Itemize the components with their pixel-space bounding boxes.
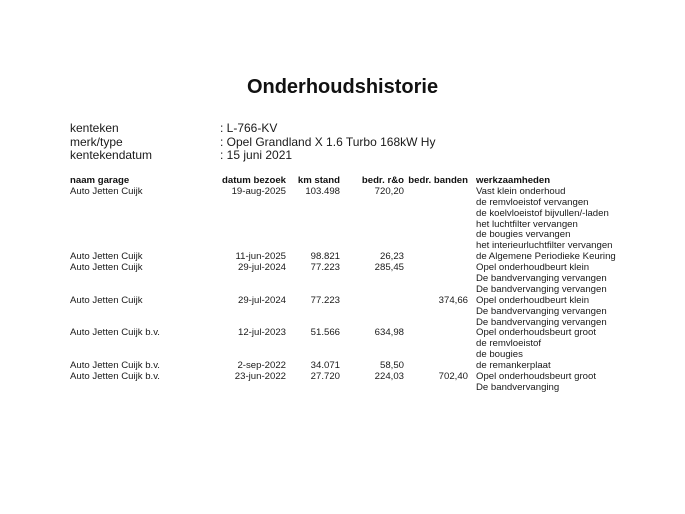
header-werk: werkzaamheden — [476, 175, 551, 186]
cell-werk: Opel onderhoudsbeurt groot — [476, 327, 597, 339]
cell-werk: Opel onderhoudbeurt klein — [476, 294, 590, 306]
cell-datum: 19-aug-2025 — [231, 185, 286, 197]
cell-datum: 29-jul-2024 — [237, 294, 286, 306]
cell-garage: Auto Jetten Cuijk b.v. — [70, 327, 160, 339]
maintenance-table — [70, 176, 630, 394]
cell-ro: 26,23 — [379, 251, 404, 263]
cell-ro: 634,98 — [374, 327, 404, 339]
cell-datum: 11-jun-2025 — [235, 251, 286, 263]
cell-km: 77.223 — [310, 294, 340, 306]
cell-garage: Auto Jetten Cuijk b.v. — [70, 371, 160, 383]
table-row — [70, 339, 630, 350]
cell-km: 77.223 — [310, 262, 340, 274]
cell-werk: De bandvervanging vervangen — [476, 283, 607, 295]
cell-km: 98.821 — [310, 251, 340, 263]
info-label: kentekendatum — [70, 148, 153, 162]
cell-ro: 58,50 — [379, 360, 404, 372]
header-garage: naam garage — [70, 175, 130, 186]
cell-werk: De bandvervanging vervangen — [476, 273, 607, 285]
cell-werk: de remankerplaat — [476, 360, 551, 372]
cell-km: 27.720 — [310, 371, 340, 383]
cell-werk: Opel onderhoudsbeurt groot — [476, 371, 597, 383]
cell-datum: 12-jul-2023 — [237, 327, 286, 339]
table-row — [70, 383, 630, 394]
info-value: : L-766-KV — [220, 121, 278, 135]
cell-ro: 720,20 — [374, 185, 404, 197]
cell-werk: het interieurluchtfilter vervangen — [476, 240, 613, 252]
cell-garage: Auto Jetten Cuijk — [70, 294, 143, 306]
cell-km: 34.071 — [310, 360, 340, 372]
cell-garage: Auto Jetten Cuijk — [70, 251, 143, 263]
cell-werk: Vast klein onderhoud — [476, 185, 566, 197]
cell-datum: 29-jul-2024 — [237, 262, 286, 274]
info-label: merk/type — [70, 134, 123, 149]
table-row — [70, 209, 630, 220]
cell-km: 103.498 — [305, 185, 340, 197]
header-ro: bedr. r&o — [361, 175, 404, 186]
info-value: : Opel Grandland X 1.6 Turbo 168kW Hy — [220, 134, 436, 149]
cell-banden: 374,66 — [438, 294, 468, 306]
cell-ro: 224,03 — [374, 371, 404, 383]
cell-werk: de Algemene Periodieke Keuring — [476, 251, 616, 263]
cell-garage: Auto Jetten Cuijk b.v. — [70, 360, 160, 372]
header-banden: bedr. banden — [408, 175, 468, 186]
cell-werk: Opel onderhoudbeurt klein — [476, 262, 590, 274]
cell-werk: de bougies vervangen — [476, 229, 571, 241]
cell-werk: de remvloeistof vervangen — [476, 196, 589, 208]
page-title: Onderhoudshistorie — [246, 76, 439, 98]
header-km: km stand — [297, 175, 340, 186]
cell-garage: Auto Jetten Cuijk — [70, 262, 143, 274]
cell-banden: 702,40 — [438, 371, 468, 383]
cell-werk: de koelvloeistof bijvullen/-laden — [476, 207, 609, 219]
header-datum: datum bezoek — [222, 175, 286, 186]
cell-ro: 285,45 — [374, 262, 404, 274]
cell-datum: 23-jun-2022 — [234, 371, 286, 383]
cell-garage: Auto Jetten Cuijk — [70, 185, 143, 197]
info-value: : 15 juni 2021 — [220, 148, 293, 162]
cell-werk: De bandvervanging — [476, 381, 560, 393]
cell-werk: de bougies — [476, 349, 523, 361]
cell-datum: 2-sep-2022 — [237, 360, 286, 372]
info-label: kenteken — [70, 121, 119, 135]
table-row — [70, 307, 630, 318]
cell-werk: De bandvervanging vervangen — [476, 305, 607, 317]
cell-werk: het luchtfilter vervangen — [476, 218, 578, 230]
table-row — [70, 328, 630, 339]
cell-werk: De bandvervanging vervangen — [476, 316, 607, 328]
cell-km: 51.566 — [310, 327, 340, 339]
cell-werk: de remvloeistof — [476, 338, 542, 350]
